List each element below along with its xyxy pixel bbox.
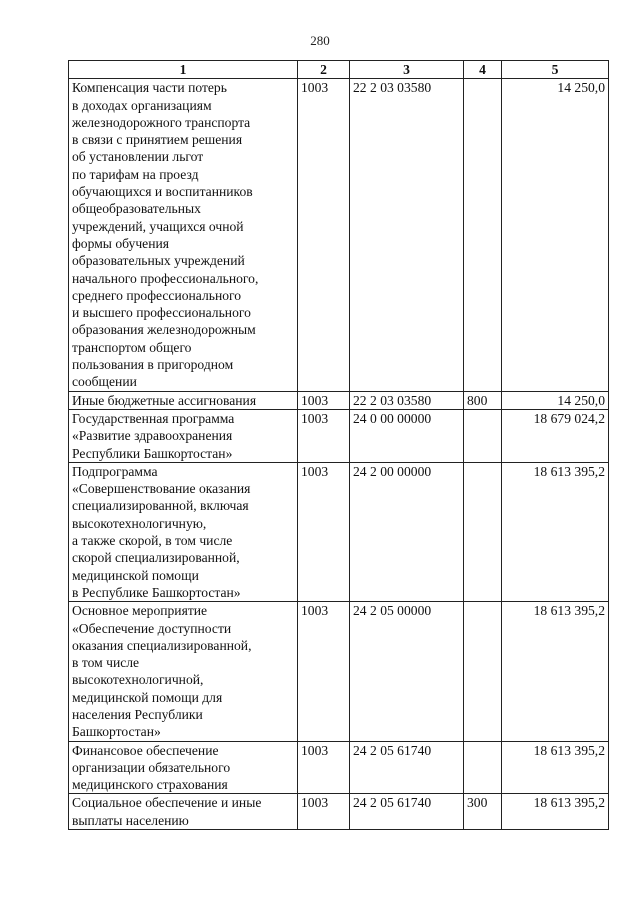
row-name: Государственная программа «Развитие здравоохранения Республики Башкортостан»	[69, 409, 298, 462]
row-target-code: 22 2 03 03580	[350, 79, 464, 391]
table-row	[69, 462, 609, 601]
row-amount: 18 613 395,2	[502, 602, 609, 741]
row-amount: 14 250,0	[502, 391, 609, 409]
row-expense-type	[464, 602, 502, 741]
row-name: Социальное обеспечение и иные выплаты населению	[69, 794, 298, 830]
row-expense-type: 300	[464, 794, 502, 830]
row-section-code: 1003	[298, 391, 350, 409]
row-expense-type: 800	[464, 391, 502, 409]
row-section-code: 1003	[298, 79, 350, 391]
row-name: Основное мероприятие «Обеспечение доступности оказания специализированной, в том числе высокотехнологичной, медицинской помощи для населения Республики Башкортостан»	[69, 602, 298, 741]
row-section-code: 1003	[298, 602, 350, 741]
row-target-code: 24 2 05 61740	[350, 794, 464, 830]
column-header-3: 3	[350, 61, 464, 79]
row-expense-type	[464, 462, 502, 601]
table-row	[69, 741, 609, 794]
table-row	[69, 409, 609, 462]
column-header-4: 4	[464, 61, 502, 79]
page-number: 280	[310, 33, 330, 48]
row-amount: 18 613 395,2	[502, 741, 609, 794]
row-section-code: 1003	[298, 462, 350, 601]
column-header-2: 2	[298, 61, 350, 79]
row-name: Иные бюджетные ассигнования	[69, 391, 298, 409]
row-section-code: 1003	[298, 409, 350, 462]
table-row	[69, 391, 609, 409]
row-target-code: 24 2 05 61740	[350, 741, 464, 794]
table-row	[69, 794, 609, 830]
row-expense-type	[464, 741, 502, 794]
row-amount: 18 613 395,2	[502, 794, 609, 830]
row-section-code: 1003	[298, 741, 350, 794]
row-target-code: 22 2 03 03580	[350, 391, 464, 409]
budget-table	[68, 60, 609, 830]
table-header-row	[69, 61, 609, 79]
row-amount: 18 613 395,2	[502, 462, 609, 601]
row-amount: 14 250,0	[502, 79, 609, 391]
row-target-code: 24 2 00 00000	[350, 462, 464, 601]
row-target-code: 24 2 05 00000	[350, 602, 464, 741]
table-row	[69, 79, 609, 391]
row-name: Подпрограмма «Совершенствование оказания специализированной, включая высокотехнологичную, а также скорой, в том числе скорой специализированной, медицинской помощи в Республике Башкортостан»	[69, 462, 298, 601]
table-row	[69, 602, 609, 741]
row-amount: 18 679 024,2	[502, 409, 609, 462]
row-target-code: 24 0 00 00000	[350, 409, 464, 462]
row-section-code: 1003	[298, 794, 350, 830]
column-header-1: 1	[69, 61, 298, 79]
row-expense-type	[464, 409, 502, 462]
row-expense-type	[464, 79, 502, 391]
row-name: Финансовое обеспечение организации обязательного медицинского страхования	[69, 741, 298, 794]
column-header-5: 5	[502, 61, 609, 79]
row-name: Компенсация части потерь в доходах организациям железнодорожного транспорта в связи с принятием решения об установлении льгот по тарифам на проезд обучающихся и воспитанников общеобразовательных учреждений, учащихся очной формы обучения образовательных учреждений начального профессионального, среднего профессионального и высшего профессионального образования железнодорожным транспортом общего пользования в пригородном сообщении	[69, 79, 298, 391]
